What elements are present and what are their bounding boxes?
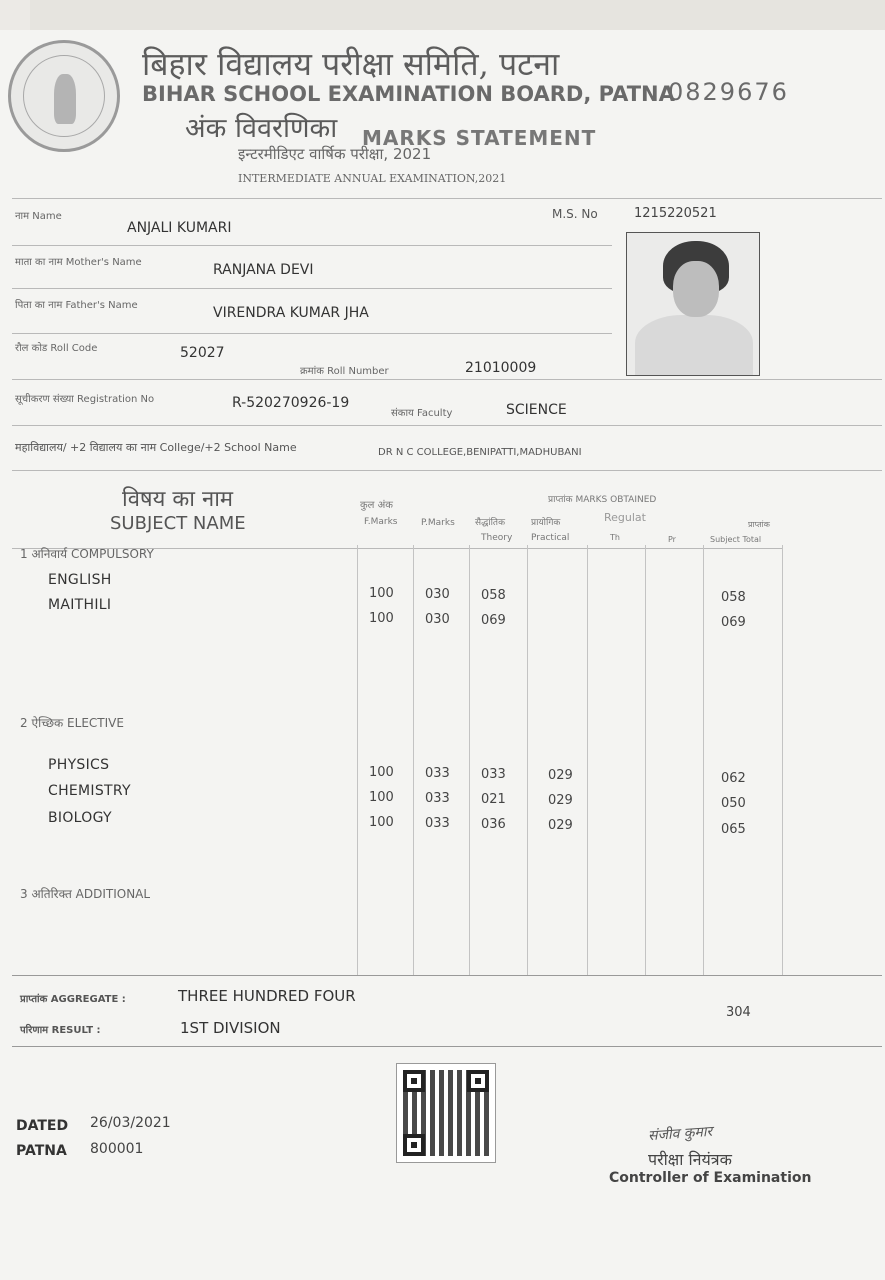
subject-total-header: Subject Total (710, 535, 762, 544)
aggregate-label: प्राप्तांक AGGREGATE : (20, 994, 126, 1005)
result-value: 1ST DIVISION (180, 1019, 281, 1037)
practical-marks: 029 (548, 818, 573, 833)
theory-marks: 036 (481, 817, 506, 832)
subject-name: PHYSICS (48, 757, 110, 773)
roll-number-label: क्रमांक Roll Number (300, 366, 389, 377)
additional-section-label: 3 अतिरिक्त ADDITIONAL (20, 887, 151, 901)
college-value: DR N C COLLEGE,BENIPATTI,MADHUBANI (378, 447, 582, 458)
total-marks-header: कुल अंक (360, 500, 393, 511)
student-name: ANJALI KUMARI (127, 220, 232, 236)
practical-marks: 029 (548, 768, 573, 783)
controller-title-english: Controller of Examination (609, 1170, 812, 1186)
pass-marks: 030 (425, 587, 450, 602)
full-marks: 100 (369, 586, 394, 601)
theory-marks: 069 (481, 613, 506, 628)
marks-obtained-header: प्राप्तांक MARKS OBTAINED (548, 495, 657, 505)
subject-total: 065 (721, 822, 746, 837)
pass-marks-header: P.Marks (421, 518, 455, 528)
elective-section-label: 2 ऐच्छिक ELECTIVE (20, 716, 124, 730)
roll-code-label: रौल कोड Roll Code (15, 343, 98, 354)
board-title-english: BIHAR SCHOOL EXAMINATION BOARD, PATNA (142, 82, 675, 106)
board-seal-logo (8, 40, 120, 152)
theory-marks: 033 (481, 767, 506, 782)
subject-name: ENGLISH (48, 572, 112, 588)
subject-total-header-hindi: प्राप्तांक (748, 520, 770, 529)
student-photo (626, 232, 760, 376)
pass-marks: 030 (425, 612, 450, 627)
subject-header-english: SUBJECT NAME (110, 513, 246, 534)
subject-total: 069 (721, 615, 746, 630)
faculty-label: संकाय Faculty (391, 408, 453, 419)
exam-title-english: INTERMEDIATE ANNUAL EXAMINATION,2021 (238, 172, 507, 185)
qr-code-icon (396, 1063, 496, 1163)
theory-marks: 021 (481, 792, 506, 807)
full-marks: 100 (369, 611, 394, 626)
full-marks: 100 (369, 815, 394, 830)
theory-marks: 058 (481, 588, 506, 603)
regulation-header: Regulat (604, 511, 646, 524)
exam-title-hindi: इन्टरमीडिएट वार्षिक परीक्षा, 2021 (238, 145, 432, 163)
dated-value: 26/03/2021 (90, 1115, 171, 1131)
faculty-value: SCIENCE (506, 402, 567, 418)
theory-header: Theory (481, 533, 513, 543)
subject-name: MAITHILI (48, 597, 112, 613)
father-name-label: पिता का नाम Father's Name (15, 300, 138, 311)
roll-number-value: 21010009 (465, 360, 537, 376)
subject-header-hindi: विषय का नाम (122, 487, 234, 512)
aggregate-total: 304 (726, 1005, 751, 1020)
ms-no-label: M.S. No (552, 207, 598, 221)
dated-label: DATED (16, 1118, 69, 1134)
name-label: नाम Name (15, 211, 62, 222)
pass-marks: 033 (425, 766, 450, 781)
mother-name: RANJANA DEVI (213, 262, 314, 278)
compulsory-section-label: 1 अनिवार्य COMPULSORY (20, 547, 154, 561)
registration-value: R-520270926-19 (232, 395, 350, 411)
practical-header: Practical (531, 533, 570, 543)
board-title-hindi: बिहार विद्यालय परीक्षा समिति, पटना (142, 45, 560, 83)
pin-code: 800001 (90, 1141, 144, 1157)
subject-total: 050 (721, 796, 746, 811)
roll-code-value: 52027 (180, 345, 225, 361)
statement-title-english: MARKS STATEMENT (362, 126, 597, 150)
college-label: महाविद्यालय/ +2 विद्यालय का नाम College/+2 School Name (15, 441, 297, 454)
subject-name: CHEMISTRY (48, 783, 131, 799)
pass-marks: 033 (425, 816, 450, 831)
theory-header-hindi: सैद्धांतिक (475, 518, 505, 528)
practical-header-hindi: प्रायोगिक (531, 518, 561, 528)
controller-title-hindi: परीक्षा नियंत्रक (648, 1150, 732, 1169)
subject-total: 058 (721, 590, 746, 605)
regulation-th-header: Th (610, 533, 620, 542)
pass-marks: 033 (425, 791, 450, 806)
practical-marks: 029 (548, 793, 573, 808)
full-marks-header: F.Marks (364, 517, 398, 527)
full-marks: 100 (369, 790, 394, 805)
result-label: परिणाम RESULT : (20, 1025, 101, 1036)
controller-signature: संजीव कुमार (647, 1123, 713, 1145)
aggregate-in-words: THREE HUNDRED FOUR (178, 987, 356, 1005)
ms-no-value: 1215220521 (634, 206, 717, 221)
serial-number: 0829676 (668, 78, 789, 106)
place-label: PATNA (16, 1143, 67, 1159)
subject-total: 062 (721, 771, 746, 786)
full-marks: 100 (369, 765, 394, 780)
father-name: VIRENDRA KUMAR JHA (213, 305, 369, 321)
subject-name: BIOLOGY (48, 810, 112, 826)
statement-title-hindi: अंक विवरणिका (185, 113, 338, 144)
mother-name-label: माता का नाम Mother's Name (15, 257, 142, 268)
regulation-pr-header: Pr (668, 535, 676, 544)
registration-label: सूचीकरण संख्या Registration No (15, 394, 155, 405)
